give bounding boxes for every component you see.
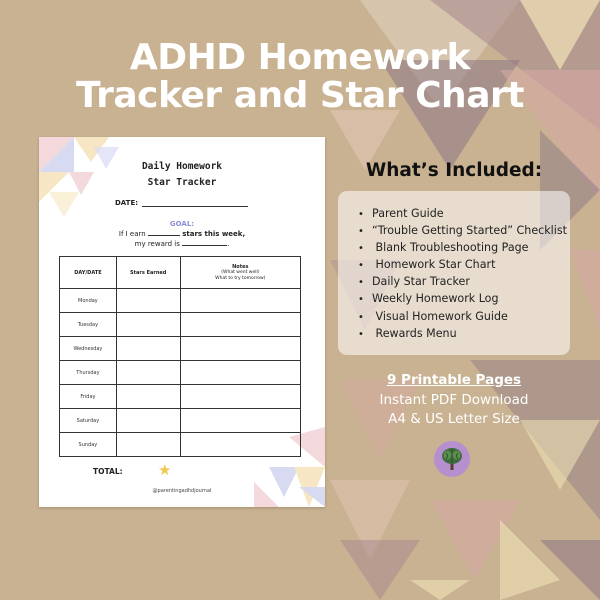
day-cell: Wednesday: [60, 337, 117, 361]
sheet-total-label: TOTAL:: [93, 467, 123, 476]
star-tracker-table: [59, 256, 301, 457]
notes-cell: [180, 337, 300, 361]
list-item: • Rewards Menu: [358, 326, 570, 343]
stars-cell: [116, 289, 180, 313]
notes-cell: [180, 289, 300, 313]
list-item: • Daily Star Tracker: [358, 274, 570, 291]
list-item: • Visual Homework Guide: [358, 309, 570, 326]
table-row: [60, 361, 301, 385]
day-cell: Sunday: [60, 433, 117, 457]
header-notes: Notes (What went well/ What to try tomorrow): [180, 257, 300, 289]
sheet-goal-line-2: my reward is .: [134, 240, 230, 248]
list-item: • Weekly Homework Log: [358, 291, 570, 308]
sheet-heading-line-1: Daily Homework: [141, 161, 223, 172]
goal-reward-text: my reward is: [134, 240, 180, 248]
sheet-heading-line-2: Star Tracker: [147, 177, 217, 188]
day-cell: Monday: [60, 289, 117, 313]
day-cell: Saturday: [60, 409, 117, 433]
paper-size-text: A4 & US Letter Size: [388, 411, 520, 427]
header-stars-earned: Stars Earned: [116, 257, 180, 289]
table-row: [60, 313, 301, 337]
table-row: [60, 433, 301, 457]
table-row: [60, 337, 301, 361]
list-item: • Blank Troubleshooting Page: [358, 240, 570, 257]
goal-text-a: If I earn: [118, 230, 146, 238]
included-list: [338, 191, 570, 343]
goal-reward-blank: [182, 245, 227, 246]
notes-cell: [180, 433, 300, 457]
goal-stars-blank: [148, 235, 180, 236]
stars-cell: [116, 409, 180, 433]
sheet-date-line: [142, 206, 248, 207]
whats-included-title: What’s Included:: [365, 160, 543, 181]
brain-tree-logo-icon: [434, 441, 470, 477]
stars-cell: [116, 385, 180, 409]
notes-cell: [180, 313, 300, 337]
table-row: [60, 409, 301, 433]
stars-cell: [116, 361, 180, 385]
included-list-panel: [338, 191, 570, 355]
sheet-handle: @parentingadhdjournal: [152, 488, 212, 494]
list-item: • “Trouble Getting Started” Checklist: [358, 223, 570, 240]
stars-cell: [116, 313, 180, 337]
notes-cell: [180, 361, 300, 385]
star-icon: ★: [158, 461, 172, 479]
sheet-goal-label: GOAL:: [169, 220, 195, 228]
title-line-1: ADHD Homework: [129, 37, 471, 78]
day-cell: Thursday: [60, 361, 117, 385]
list-item: • Parent Guide: [358, 206, 570, 223]
title-line-2: Tracker and Star Chart: [76, 75, 524, 116]
stars-cell: [116, 337, 180, 361]
printable-pages-text: 9 Printable Pages: [386, 372, 522, 388]
table-row: [60, 289, 301, 313]
header-day-date: DAY/DATE: [60, 257, 117, 289]
sheet-date-label: DATE:: [115, 199, 139, 207]
day-cell: Friday: [60, 385, 117, 409]
list-item: • Homework Star Chart: [358, 257, 570, 274]
table-row: [60, 385, 301, 409]
sheet-goal-line-1: [39, 230, 325, 238]
goal-text-b: stars this week,: [182, 230, 246, 238]
stars-cell: [116, 433, 180, 457]
notes-cell: [180, 409, 300, 433]
pdf-download-text: Instant PDF Download: [379, 392, 529, 408]
tracker-sheet-preview: [39, 137, 325, 507]
notes-cell: [180, 385, 300, 409]
day-cell: Tuesday: [60, 313, 117, 337]
